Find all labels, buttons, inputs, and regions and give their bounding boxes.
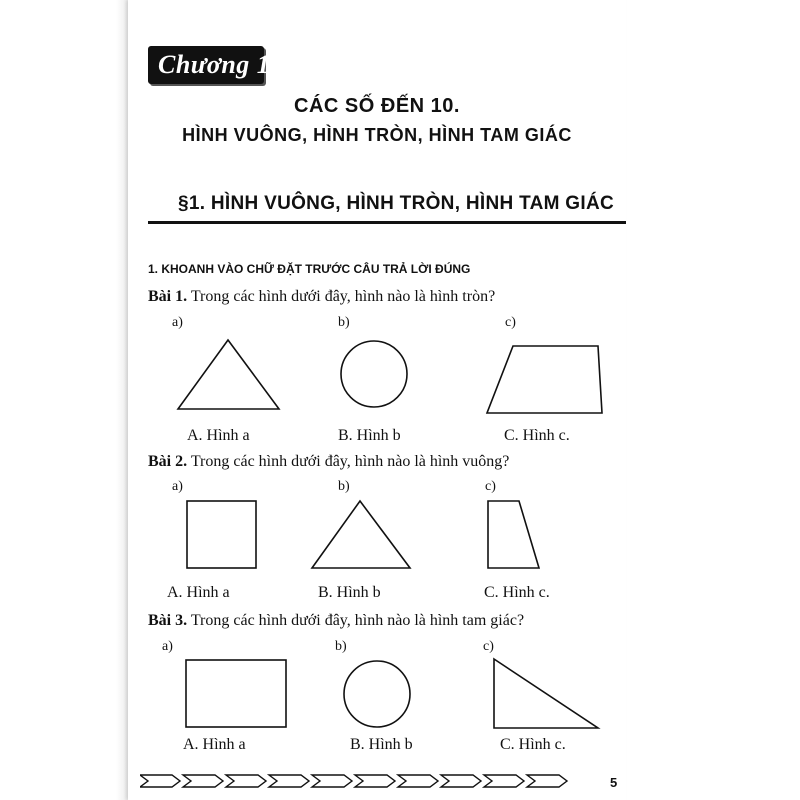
footer-chevron xyxy=(441,775,481,787)
exercise-3-option-a-letter: a) xyxy=(162,639,173,654)
exercise-2-question xyxy=(148,453,509,471)
footer-chevron xyxy=(398,775,438,787)
section-title: §1. HÌNH VUÔNG, HÌNH TRÒN, HÌNH TAM GIÁC xyxy=(178,193,614,214)
chapter-title-line-2: HÌNH VUÔNG, HÌNH TRÒN, HÌNH TAM GIÁC xyxy=(182,125,572,145)
footer-chevron-border xyxy=(140,772,590,790)
exercise-3-question xyxy=(148,612,524,630)
exercise-3-right-triangle-shape xyxy=(493,658,601,730)
page-gutter-shade xyxy=(116,0,128,800)
exercise-2-option-c-letter: c) xyxy=(485,479,496,494)
exercise-1-question xyxy=(148,288,495,306)
exercise-2-answer-b[interactable]: B. Hình b xyxy=(318,584,381,601)
exercise-2-option-a-letter: a) xyxy=(172,479,183,494)
exercise-1-trapezoid-shape xyxy=(485,345,605,415)
exercise-1-option-b-letter: b) xyxy=(338,315,350,330)
footer-chevron xyxy=(269,775,309,787)
exercise-3-option-c-letter: c) xyxy=(483,639,494,654)
exercise-2-answer-c[interactable]: C. Hình c. xyxy=(484,584,550,601)
exercise-1-triangle-shape xyxy=(176,338,282,412)
exercise-3-answer-a[interactable]: A. Hình a xyxy=(183,736,246,753)
exercise-3-circle-shape xyxy=(343,660,413,730)
footer-chevron xyxy=(527,775,567,787)
footer-chevron xyxy=(484,775,524,787)
exercise-3-option-b-letter: b) xyxy=(335,639,347,654)
exercise-1-text: Trong các hình dưới đây, hình nào là hình tròn? xyxy=(187,288,496,305)
chapter-label: Chương 1. xyxy=(158,50,278,79)
exercise-3-number: Bài 3. xyxy=(148,612,188,629)
instruction-heading: 1. KHOANH VÀO CHỮ ĐẶT TRƯỚC CÂU TRẢ LỜI ĐÚNG xyxy=(148,262,471,276)
page-number: 5 xyxy=(610,775,618,790)
footer-chevron xyxy=(183,775,223,787)
exercise-1-answer-a[interactable]: A. Hình a xyxy=(187,427,250,444)
exercise-2-trapezoid-shape xyxy=(487,500,541,570)
exercise-1-number: Bài 1. xyxy=(148,288,188,305)
section-underline xyxy=(148,221,626,224)
chapter-title-line-1: CÁC SỐ ĐẾN 10. xyxy=(294,95,460,117)
exercise-1-circle-shape xyxy=(340,340,410,410)
exercise-1-answer-c[interactable]: C. Hình c. xyxy=(504,427,570,444)
exercise-1-option-c-letter: c) xyxy=(505,315,516,330)
exercise-2-square-shape xyxy=(186,500,258,570)
footer-chevron xyxy=(355,775,395,787)
exercise-3-text: Trong các hình dưới đây, hình nào là hình tam giác? xyxy=(187,612,525,629)
exercise-3-answer-c[interactable]: C. Hình c. xyxy=(500,736,566,753)
exercise-2-text: Trong các hình dưới đây, hình nào là hình vuông? xyxy=(187,453,510,470)
exercise-1-option-a-letter: a) xyxy=(172,315,183,330)
exercise-3-answer-b[interactable]: B. Hình b xyxy=(350,736,413,753)
footer-chevron xyxy=(140,775,180,787)
exercise-3-rectangle-shape xyxy=(185,659,288,729)
exercise-2-triangle-shape xyxy=(310,500,412,570)
footer-chevron xyxy=(312,775,352,787)
exercise-2-answer-a[interactable]: A. Hình a xyxy=(167,584,230,601)
exercise-1-answer-b[interactable]: B. Hình b xyxy=(338,427,401,444)
footer-chevron xyxy=(226,775,266,787)
exercise-2-number: Bài 2. xyxy=(148,453,188,470)
exercise-2-option-b-letter: b) xyxy=(338,479,350,494)
